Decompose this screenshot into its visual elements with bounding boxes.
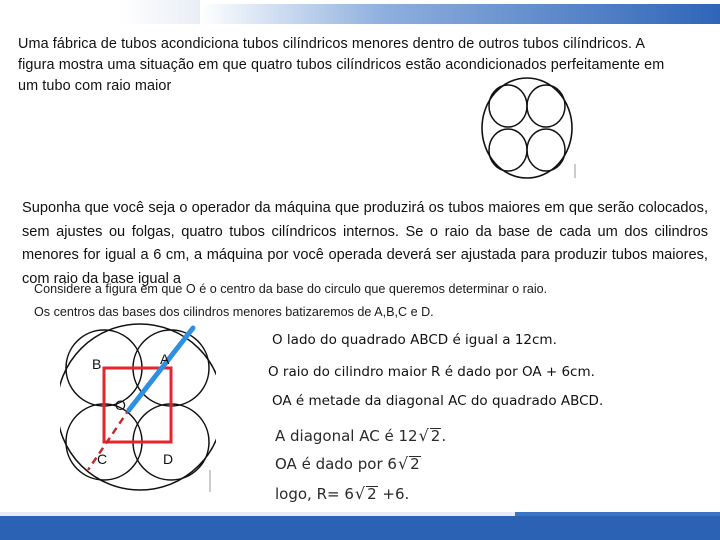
math-result-radicand: 2 (367, 485, 377, 503)
math-oa (275, 454, 421, 473)
math-result-suffix: +6. (377, 485, 410, 503)
answer-line-3: OA é metade da diagonal AC do quadrado ABCD. (272, 393, 604, 409)
intro-paragraph (18, 34, 678, 97)
solution-figure (60, 322, 216, 498)
question-text: Suponha que você seja o operador da máquina que produzirá os tubos maiores em que serão colocados, sem ajustes ou folgas, quatro tubos cilíndricos internos. Se o raio da base de cada um dos cilindros menores for igual a 6 cm, a máquina por você operada deverá ser ajustada para produzir tubos maiores, com raio da base igual a (22, 200, 708, 287)
inner-tube-top-left (489, 85, 527, 127)
sqrt-symbol: √ (354, 484, 366, 503)
center-point (127, 408, 132, 413)
bottom-decor-stripe-right (515, 512, 720, 516)
answer-line-2: O raio do cilindro maior R é dado por OA + 6cm. (268, 364, 595, 380)
inner-tube-top-right (527, 85, 565, 127)
bottom-decor-stripe (0, 512, 515, 516)
math-result-prefix: logo, R= 6 (275, 485, 354, 503)
top-decor-left (0, 0, 200, 24)
note-line-2: Os centros das bases dos cilindros menores batizaremos de A,B,C e D. (34, 305, 434, 319)
note-line-1: Considere a figura em que O é o centro da base do circulo que queremos determinar o raio. (34, 282, 548, 296)
math-oa-radicand: 2 (410, 455, 420, 473)
label-a: A (160, 351, 170, 367)
tubes-figure (480, 76, 578, 184)
math-oa-prefix: OA é dado por 6 (275, 455, 397, 473)
intro-text: Uma fábrica de tubos acondiciona tubos cilíndricos menores dentro de outros tubos cilíndricos. A figura mostra uma situação em que quatro tubos cilíndricos estão acondicionados perfeitamente em um tubo com raio maior (18, 36, 665, 94)
label-c: C (97, 451, 108, 467)
dashed-diagonal (88, 408, 130, 470)
sqrt-symbol: √ (397, 454, 409, 473)
answer-line-1: O lado do quadrado ABCD é igual a 12cm. (272, 332, 557, 348)
math-diagonal-suffix: . (441, 427, 447, 445)
top-decor-gradient (200, 4, 720, 24)
math-diagonal-radicand: 2 (430, 427, 441, 445)
label-o: O (115, 397, 126, 413)
math-diagonal-prefix: A diagonal AC é 12 (275, 427, 418, 445)
inner-tube-bottom-right (527, 129, 565, 171)
math-diagonal (275, 426, 446, 445)
math-result (275, 484, 409, 503)
inner-tube-bottom-left (489, 129, 527, 171)
bottom-decor-bar (0, 512, 720, 540)
label-d: D (163, 451, 174, 467)
label-b: B (92, 356, 102, 372)
outer-tube (482, 78, 572, 178)
sqrt-symbol: √ (418, 426, 429, 445)
top-decor-bar (0, 0, 720, 24)
question-paragraph (22, 197, 708, 291)
